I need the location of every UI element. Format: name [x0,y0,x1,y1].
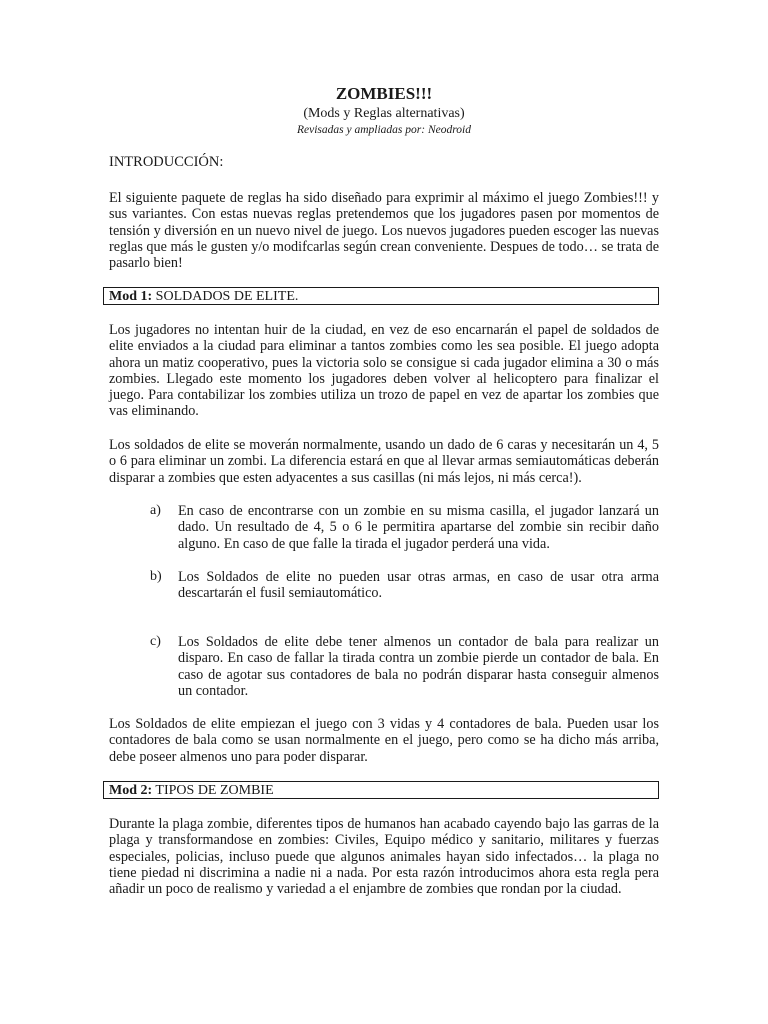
intro-heading: INTRODUCCIÓN: [109,154,224,170]
mod1-paragraph-3: Los Soldados de elite empiezan el juego con 3 vidas y 4 contadores de bala. Pueden usar los contadores de bala como se usan normalmente en el juego, pero como se ha dicho más arriba, debe poseer almenos uno para poder disparar. [109,716,659,765]
document-title: ZOMBIES!!! [335,84,433,103]
mod2-name: TIPOS DE ZOMBIE [152,783,274,798]
list-item-text: Los Soldados de elite debe tener almenos un contador de bala para realizar un disparo. En caso de fallar la tirada contra un zombie pierde un contador de bala. En caso de agotar sus contadores de bala no podrán disparar hasta conseguir almenos un contador. [178,634,659,699]
mod2-paragraph-1: Durante la plaga zombie, diferentes tipos de humanos han acabado cayendo bajo las garras de la plaga y transformandose en zombies: Civiles, Equipo médico y sanitario, militares y fuerzas especiales, policias, incluso puede que algunos animales hayan sido infectados… la plaga no tiene piedad ni discrimina a nadie ni a nada. Por esta razón introducimos ahora esta regla pera añadir un poco de realismo y variedad a el enjambre de zombies que rondan por la ciudad. [109,816,659,898]
list-item-text: Los Soldados de elite no pueden usar otras armas, en caso de usar otra arma descartarán el fusil semiautomático. [178,569,659,602]
mod1-name: SOLDADOS DE ELITE. [152,289,299,304]
list-marker: a) [150,503,161,518]
mod1-paragraph-2: Los soldados de elite se moverán normalmente, usando un dado de 6 caras y necesitarán un 4, 5 o 6 para eliminar un zombi. La diferencia estará en que al llevar armas semiautomáticas deberán disparar a zombies que esten adyacentes a sus casillas (ni más lejos, ni más cerca!). [109,437,659,486]
list-marker: c) [150,634,161,649]
list-item-text: En caso de encontrarse con un zombie en su misma casilla, el jugador lanzará un dado. Un resultado de 4, 5 o 6 le permitira apartarse del zombie sin recibir daño alguno. En caso de que falle la tirada el jugador perderá una vida. [178,503,659,552]
intro-paragraph: El siguiente paquete de reglas ha sido diseñado para exprimir al máximo el juego Zombies!!! y sus variantes. Con estas nuevas reglas pretendemos que los jugadores pasen por momentos de tensión y diversión en un nuevo nivel de juego. Los nuevos jugadores pueden escoger las nuevas reglas que más le gusten y/o modifcarlas según crean conveniente. Despues de todo… se trata de pasarlo bien! [109,190,659,272]
mod2-heading-box [103,781,659,799]
mod1-heading-box [103,287,659,305]
document-subtitle: (Mods y Reglas alternativas) [303,106,465,121]
document-credit: Revisadas y ampliadas por: Neodroid [297,124,471,136]
mod2-label: Mod 2: [109,783,153,798]
mod1-paragraph-1: Los jugadores no intentan huir de la ciudad, en vez de eso encarnarán el papel de soldados de elite enviados a la ciudad para eliminar a tantos zombies como les sea posible. El juego adopta ahora un matiz cooperativo, pues la victoria solo se consigue si cada jugador elimina a 30 o más zombies. Llegado este momento los jugadores deben volver al helicoptero para finalizar el juego. Para contabilizar los zombies utiliza un trozo de papel en vez de apartar los zombies que vas eliminando. [109,322,659,420]
mod1-label: Mod 1: [109,289,153,304]
list-marker: b) [150,569,162,584]
